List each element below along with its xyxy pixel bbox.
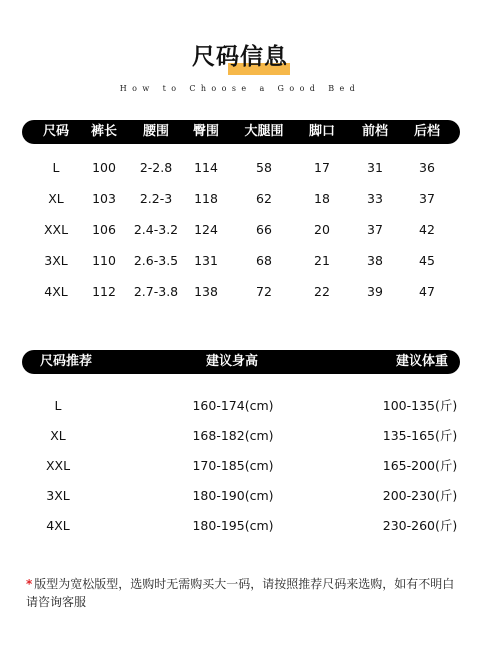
table-row	[0, 486, 480, 506]
cell-hip: 131	[194, 253, 218, 268]
cell-hip: 114	[194, 160, 218, 175]
table-row	[0, 426, 480, 446]
table-row	[0, 158, 480, 178]
cell-waist: 2.6-3.5	[133, 253, 179, 268]
table-row	[0, 189, 480, 209]
cell-hem: 17	[314, 160, 330, 175]
cell-size: 4XL	[46, 518, 70, 533]
header-front-rise: 前档	[361, 124, 389, 139]
cell-length: 110	[92, 253, 116, 268]
header-recommend-size: 尺码推荐	[39, 354, 93, 369]
header-weight: 建议体重	[395, 354, 449, 369]
cell-hem: 18	[314, 191, 330, 206]
cell-hem: 20	[314, 222, 330, 237]
cell-hip: 118	[194, 191, 218, 206]
cell-hip: 124	[194, 222, 218, 237]
cell-hem: 21	[314, 253, 330, 268]
cell-size: 4XL	[44, 284, 68, 299]
cell-thigh: 68	[256, 253, 272, 268]
footnote-text: 版型为宽松版型，选购时无需购买大一码，请按照推荐尺码来选购，如有不明白请咨询客服	[26, 577, 455, 609]
cell-weight: 135-165(斤)	[382, 428, 458, 443]
table-row	[0, 516, 480, 536]
cell-height: 168-182(cm)	[192, 428, 274, 443]
cell-size: XXL	[43, 222, 69, 237]
cell-height: 180-190(cm)	[192, 488, 274, 503]
cell-back: 36	[419, 160, 435, 175]
cell-size: L	[54, 398, 62, 413]
header-height: 建议身高	[205, 354, 259, 369]
cell-weight: 200-230(斤)	[382, 488, 458, 503]
page-subtitle: How to Choose a Good Bed	[119, 84, 361, 93]
table-row	[0, 396, 480, 416]
cell-size: 3XL	[44, 253, 68, 268]
header-back-rise: 后档	[413, 124, 441, 139]
header-thigh: 大腿围	[244, 124, 284, 139]
cell-thigh: 66	[256, 222, 272, 237]
cell-front: 39	[367, 284, 383, 299]
header-size: 尺码	[42, 124, 70, 139]
cell-hem: 22	[314, 284, 330, 299]
cell-length: 100	[92, 160, 116, 175]
cell-waist: 2.7-3.8	[133, 284, 179, 299]
header-waist: 腰围	[142, 124, 170, 139]
header-length: 裤长	[90, 124, 118, 139]
cell-back: 37	[419, 191, 435, 206]
cell-front: 38	[367, 253, 383, 268]
cell-weight: 165-200(斤)	[382, 458, 458, 473]
cell-thigh: 72	[256, 284, 272, 299]
cell-front: 33	[367, 191, 383, 206]
cell-hip: 138	[194, 284, 218, 299]
cell-waist: 2.2-3	[139, 191, 173, 206]
footnote	[26, 575, 466, 611]
cell-size: L	[52, 160, 60, 175]
cell-height: 160-174(cm)	[192, 398, 274, 413]
cell-length: 112	[92, 284, 116, 299]
header-hip: 臀围	[192, 124, 220, 139]
asterisk-icon: *	[26, 577, 33, 591]
cell-front: 37	[367, 222, 383, 237]
table-row	[0, 220, 480, 240]
size-table-header	[22, 120, 460, 144]
cell-thigh: 58	[256, 160, 272, 175]
cell-waist: 2.4-3.2	[133, 222, 179, 237]
cell-waist: 2-2.8	[139, 160, 173, 175]
cell-back: 42	[419, 222, 435, 237]
cell-front: 31	[367, 160, 383, 175]
page-title: 尺码信息	[192, 44, 288, 70]
table-row	[0, 456, 480, 476]
cell-height: 180-195(cm)	[192, 518, 274, 533]
cell-length: 106	[92, 222, 116, 237]
cell-length: 103	[92, 191, 116, 206]
cell-back: 45	[419, 253, 435, 268]
header-hem: 脚口	[308, 124, 336, 139]
cell-height: 170-185(cm)	[192, 458, 274, 473]
cell-weight: 100-135(斤)	[382, 398, 458, 413]
cell-size: XXL	[45, 458, 71, 473]
cell-size: XL	[48, 191, 64, 206]
table-row	[0, 282, 480, 302]
cell-size: 3XL	[46, 488, 70, 503]
title-block	[0, 38, 480, 71]
cell-thigh: 62	[256, 191, 272, 206]
cell-size: XL	[50, 428, 66, 443]
recommend-table-header	[22, 350, 460, 374]
table-row	[0, 251, 480, 271]
cell-back: 47	[419, 284, 435, 299]
cell-weight: 230-260(斤)	[382, 518, 458, 533]
